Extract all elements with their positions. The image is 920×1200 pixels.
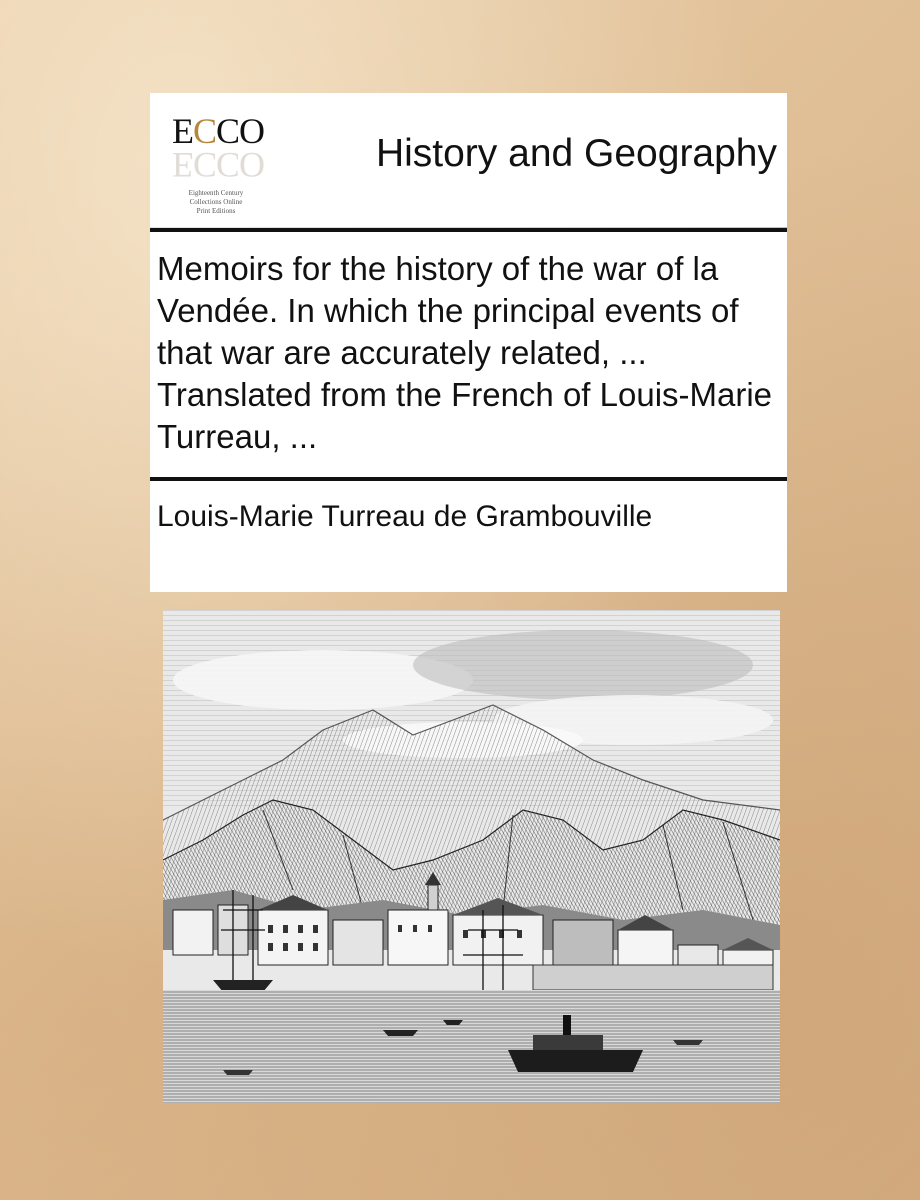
ecco-logo [168,111,268,215]
header-panel [150,93,787,227]
cover-engraving-image [163,610,780,1103]
logo-reflection: ECCO [172,145,265,185]
series-title: History and Geography [375,132,777,175]
title-panel [150,232,787,477]
logo-subtitle-line: Print Editions [196,207,236,215]
logo-letter-c-accent: C [193,111,217,151]
book-author: Louis-Marie Turreau de Grambouville [157,500,653,533]
harbor-engraving-illustration [163,610,780,1103]
logo-letter-e: E [172,111,193,151]
logo-subtitle-line: Eighteenth Century [188,189,244,197]
book-title: Memoirs for the history of the war of la Vendée. In which the principal events of that war are accurately related, ... Translated from the French of Louis-Marie Turreau, ... [157,250,773,455]
logo-letters-co: CO [216,111,265,151]
logo-subtitle-line: Collections Online [189,198,243,206]
author-panel [150,481,787,592]
